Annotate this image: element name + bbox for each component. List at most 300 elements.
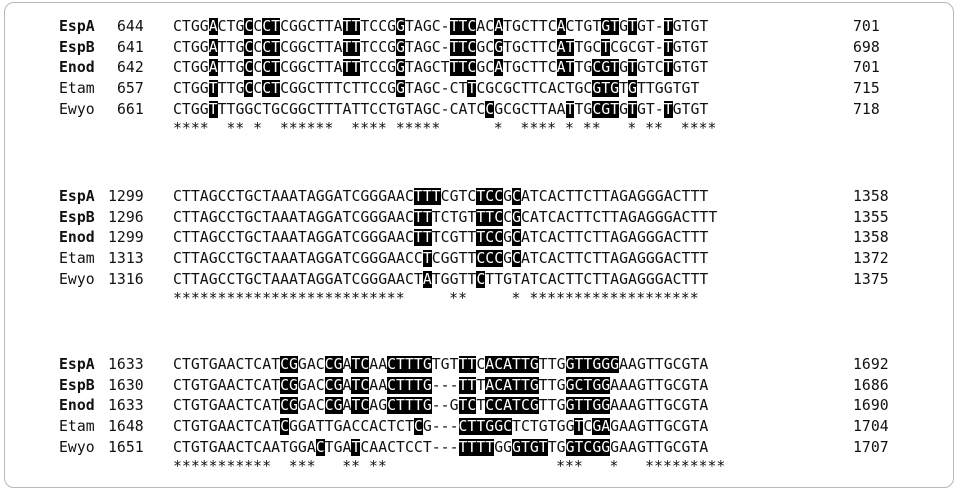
base: T: [181, 418, 191, 436]
base: G: [297, 38, 307, 56]
base: G: [235, 59, 245, 77]
base: A: [369, 418, 379, 436]
base: A: [333, 208, 343, 226]
base: T: [529, 59, 539, 77]
base: T: [324, 18, 334, 35]
base: G: [663, 208, 673, 226]
base: C: [173, 270, 182, 288]
highlighted-base: A: [601, 418, 611, 436]
highlighted-base: A: [503, 376, 513, 394]
base: A: [333, 188, 343, 205]
base: A: [628, 356, 637, 373]
base: G: [645, 208, 655, 226]
base: G: [244, 208, 254, 226]
highlighted-base: C: [476, 270, 486, 288]
base: C: [173, 438, 182, 456]
sequence-text: [173, 79, 699, 99]
highlighted-base: T: [271, 38, 281, 56]
base: T: [592, 188, 602, 205]
base: T: [565, 270, 575, 288]
base: G: [378, 208, 388, 226]
end-position: 701: [853, 59, 880, 77]
base: T: [645, 38, 655, 56]
base: T: [458, 80, 468, 98]
base: T: [467, 250, 477, 268]
base: C: [672, 376, 682, 394]
base: G: [190, 100, 200, 118]
base: A: [699, 418, 709, 436]
highlighted-base: A: [208, 18, 218, 35]
base: G: [288, 418, 298, 436]
highlighted-base: T: [663, 38, 673, 56]
base: A: [396, 208, 405, 226]
base: G: [288, 80, 298, 98]
base: T: [645, 418, 655, 436]
base: C: [413, 250, 423, 268]
base: T: [529, 250, 539, 268]
base: T: [324, 38, 334, 56]
base: A: [262, 356, 272, 373]
highlighted-base: C: [503, 418, 513, 436]
base: C: [351, 208, 361, 226]
base: C: [217, 18, 227, 35]
base: C: [253, 418, 263, 436]
base: C: [610, 38, 620, 56]
base: T: [404, 418, 414, 436]
base: A: [396, 229, 405, 247]
base: A: [271, 250, 281, 268]
highlighted-base: G: [592, 80, 602, 98]
base: A: [306, 356, 316, 373]
base: A: [547, 229, 557, 247]
species-name: EspB: [59, 208, 95, 226]
base: G: [199, 18, 209, 35]
base: A: [199, 229, 209, 247]
base: T: [315, 418, 325, 436]
highlighted-base: C: [467, 59, 477, 77]
base: G: [324, 250, 334, 268]
highlighted-base: T: [458, 438, 468, 456]
highlighted-base: C: [324, 356, 334, 373]
highlighted-base: T: [628, 100, 637, 118]
base: A: [333, 38, 343, 56]
base: G: [297, 376, 307, 394]
base: G: [636, 356, 646, 373]
base: T: [690, 438, 700, 456]
base: A: [628, 438, 637, 456]
species-name: EspA: [59, 356, 95, 373]
base: T: [181, 100, 191, 118]
base: A: [217, 397, 227, 415]
base: A: [280, 229, 289, 247]
base: G: [208, 438, 218, 456]
base: T: [235, 208, 245, 226]
highlighted-base: T: [342, 38, 352, 56]
base: G: [690, 59, 700, 77]
base: G: [208, 397, 218, 415]
base: G: [297, 59, 307, 77]
base: C: [476, 80, 486, 98]
base: G: [271, 100, 281, 118]
base: A: [226, 418, 236, 436]
highlighted-base: T: [476, 208, 486, 226]
base: A: [271, 188, 281, 205]
base: C: [476, 356, 486, 373]
base: C: [173, 356, 182, 373]
base: G: [556, 376, 566, 394]
species-name: EspA: [59, 188, 95, 205]
base: -: [449, 418, 459, 436]
base: C: [173, 229, 182, 247]
base: G: [244, 270, 254, 288]
base: T: [181, 397, 191, 415]
base: -: [440, 418, 450, 436]
base: C: [360, 418, 370, 436]
highlighted-base: C: [244, 38, 254, 56]
base: A: [619, 356, 629, 373]
base: T: [654, 376, 664, 394]
base: T: [645, 376, 655, 394]
base: A: [226, 376, 236, 394]
base: A: [199, 270, 209, 288]
highlighted-base: C: [315, 438, 325, 456]
base: A: [262, 438, 272, 456]
base: A: [619, 208, 629, 226]
base: A: [699, 376, 709, 394]
highlighted-base: G: [592, 418, 602, 436]
base: -: [440, 100, 450, 118]
base: G: [387, 38, 397, 56]
base: G: [315, 188, 325, 205]
sequence-text: [173, 376, 708, 396]
base: C: [280, 38, 289, 56]
base: C: [253, 38, 263, 56]
highlighted-base: C: [494, 229, 504, 247]
base: G: [422, 80, 432, 98]
highlighted-base: C: [244, 59, 254, 77]
base: T: [181, 438, 191, 456]
base: C: [235, 376, 245, 394]
end-position: 718: [853, 100, 880, 118]
base: T: [387, 418, 397, 436]
base: G: [333, 438, 343, 456]
base: C: [235, 397, 245, 415]
base: T: [547, 438, 557, 456]
base: T: [672, 80, 682, 98]
base: T: [538, 59, 548, 77]
base: T: [449, 356, 459, 373]
base: -: [440, 438, 450, 456]
base: G: [422, 38, 432, 56]
base: T: [315, 80, 325, 98]
base: A: [413, 100, 423, 118]
end-position: 701: [853, 18, 880, 35]
highlighted-base: C: [476, 250, 486, 268]
base: T: [181, 229, 191, 247]
base: C: [449, 100, 459, 118]
base: G: [288, 18, 298, 35]
base: G: [681, 397, 691, 415]
base: G: [663, 397, 673, 415]
base: T: [244, 438, 254, 456]
base: G: [610, 418, 620, 436]
base: T: [503, 38, 513, 56]
base: C: [235, 438, 245, 456]
base: G: [556, 438, 566, 456]
base: G: [369, 208, 379, 226]
highlighted-base: C: [280, 418, 289, 436]
base: T: [529, 80, 539, 98]
base: T: [324, 80, 334, 98]
start-position: 1313: [108, 250, 144, 268]
base: C: [592, 38, 602, 56]
base: C: [253, 376, 263, 394]
base: G: [369, 250, 379, 268]
base: T: [476, 397, 486, 415]
base: G: [190, 356, 200, 373]
highlighted-base: T: [404, 356, 414, 373]
base: G: [199, 80, 209, 98]
base: T: [342, 250, 352, 268]
base: T: [538, 208, 548, 226]
base: -: [431, 376, 441, 394]
base: T: [538, 100, 548, 118]
sequence-text: [173, 58, 708, 78]
base: G: [190, 397, 200, 415]
base: T: [467, 100, 477, 118]
end-position: 715: [853, 80, 880, 98]
base: A: [619, 418, 629, 436]
highlighted-base: T: [422, 229, 432, 247]
base: G: [378, 188, 388, 205]
base: G: [396, 100, 405, 118]
sequence-text: [173, 38, 708, 58]
highlighted-base: G: [288, 376, 298, 394]
base: C: [226, 250, 236, 268]
base: C: [369, 100, 379, 118]
base: T: [529, 418, 539, 436]
base: -: [654, 38, 664, 56]
base: A: [636, 208, 646, 226]
sequence-text: [173, 396, 708, 416]
highlighted-base: A: [208, 38, 218, 56]
highlighted-base: T: [342, 59, 352, 77]
highlighted-base: G: [565, 356, 575, 373]
base: A: [306, 438, 316, 456]
base: T: [574, 188, 584, 205]
base: C: [520, 18, 530, 35]
species-name: Ewyo: [59, 438, 95, 456]
highlighted-base: T: [583, 397, 593, 415]
base: G: [360, 250, 370, 268]
base: C: [404, 188, 414, 205]
base: A: [672, 208, 682, 226]
highlighted-base: G: [396, 38, 405, 56]
sequence-text: [173, 355, 708, 375]
highlighted-base: T: [208, 80, 218, 98]
base: C: [628, 38, 637, 56]
base: G: [440, 250, 450, 268]
highlighted-base: T: [467, 356, 477, 373]
base: G: [458, 208, 468, 226]
base: C: [565, 18, 575, 35]
base: G: [503, 250, 513, 268]
highlighted-base: T: [413, 356, 423, 373]
highlighted-base: G: [512, 208, 521, 226]
base: A: [547, 100, 557, 118]
base: T: [217, 38, 227, 56]
highlighted-base: C: [458, 418, 468, 436]
base: T: [503, 18, 513, 35]
base: A: [628, 229, 637, 247]
sequence-text: [173, 100, 708, 120]
base: T: [645, 59, 655, 77]
highlighted-base: T: [413, 188, 423, 205]
base: T: [690, 270, 700, 288]
base: T: [565, 250, 575, 268]
base: T: [181, 188, 191, 205]
base: G: [244, 100, 254, 118]
base: T: [574, 100, 584, 118]
base: G: [288, 59, 298, 77]
base: A: [619, 376, 629, 394]
base: C: [306, 18, 316, 35]
base: G: [235, 100, 245, 118]
base: T: [297, 250, 307, 268]
base: G: [235, 38, 245, 56]
highlighted-base: A: [422, 270, 432, 288]
base: T: [699, 188, 709, 205]
base: G: [476, 59, 486, 77]
base: T: [271, 418, 281, 436]
base: A: [476, 18, 486, 35]
base: G: [378, 397, 388, 415]
base: T: [690, 356, 700, 373]
highlighted-base: T: [601, 80, 611, 98]
base: T: [440, 59, 450, 77]
highlighted-base: T: [351, 376, 361, 394]
highlighted-base: G: [601, 18, 611, 35]
base: G: [512, 59, 521, 77]
base: G: [645, 229, 655, 247]
base: G: [378, 250, 388, 268]
base: G: [672, 38, 682, 56]
base: T: [333, 100, 343, 118]
base: T: [547, 376, 557, 394]
base: A: [610, 229, 620, 247]
base: C: [556, 229, 566, 247]
highlighted-base: A: [494, 18, 504, 35]
base: T: [262, 270, 272, 288]
base: G: [422, 59, 432, 77]
base: C: [538, 188, 548, 205]
base: C: [503, 100, 513, 118]
base: G: [512, 18, 521, 35]
base: T: [538, 376, 548, 394]
base: T: [244, 356, 254, 373]
base: T: [315, 18, 325, 35]
base: C: [583, 229, 593, 247]
base: T: [271, 397, 281, 415]
base: A: [271, 229, 281, 247]
highlighted-base: C: [360, 397, 370, 415]
start-position: 1648: [108, 418, 144, 436]
base: G: [681, 376, 691, 394]
highlighted-base: T: [422, 250, 432, 268]
base: T: [262, 229, 272, 247]
highlighted-base: T: [351, 18, 361, 35]
base: G: [654, 188, 664, 205]
species-name: EspB: [59, 38, 95, 56]
base: A: [369, 356, 379, 373]
highlighted-base: G: [396, 80, 405, 98]
base: A: [628, 397, 637, 415]
highlighted-base: G: [601, 59, 611, 77]
base: -: [431, 418, 441, 436]
base: C: [672, 188, 682, 205]
base: A: [226, 397, 236, 415]
highlighted-base: C: [494, 250, 504, 268]
base: T: [503, 59, 513, 77]
highlighted-base: T: [663, 18, 673, 35]
base: C: [547, 38, 557, 56]
base: G: [636, 250, 646, 268]
highlighted-base: C: [485, 188, 495, 205]
base: G: [449, 229, 459, 247]
base: G: [324, 229, 334, 247]
base: C: [253, 100, 263, 118]
highlighted-base: T: [610, 59, 620, 77]
base: T: [360, 18, 370, 35]
base: T: [199, 356, 209, 373]
base: T: [538, 18, 548, 35]
base: A: [288, 250, 298, 268]
highlighted-base: G: [422, 376, 432, 394]
base: G: [503, 188, 513, 205]
start-position: 642: [117, 59, 144, 77]
base: T: [690, 208, 700, 226]
base: G: [672, 59, 682, 77]
base: G: [663, 438, 673, 456]
base: T: [280, 438, 289, 456]
base: T: [449, 208, 459, 226]
highlighted-base: C: [592, 100, 602, 118]
base: C: [583, 250, 593, 268]
base: T: [574, 250, 584, 268]
highlighted-base: C: [485, 229, 495, 247]
base: T: [654, 418, 664, 436]
highlighted-base: C: [467, 38, 477, 56]
base: T: [181, 18, 191, 35]
base: G: [556, 418, 566, 436]
highlighted-base: C: [387, 376, 397, 394]
highlighted-base: T: [467, 438, 477, 456]
base: A: [628, 418, 637, 436]
base: G: [360, 208, 370, 226]
base: T: [262, 250, 272, 268]
base: T: [538, 397, 548, 415]
base: T: [458, 229, 468, 247]
base: G: [208, 356, 218, 373]
base: T: [360, 80, 370, 98]
base: T: [601, 229, 611, 247]
base: C: [404, 438, 414, 456]
base: G: [315, 250, 325, 268]
base: C: [556, 188, 566, 205]
base: T: [529, 38, 539, 56]
highlighted-base: T: [565, 38, 575, 56]
highlighted-base: G: [422, 397, 432, 415]
